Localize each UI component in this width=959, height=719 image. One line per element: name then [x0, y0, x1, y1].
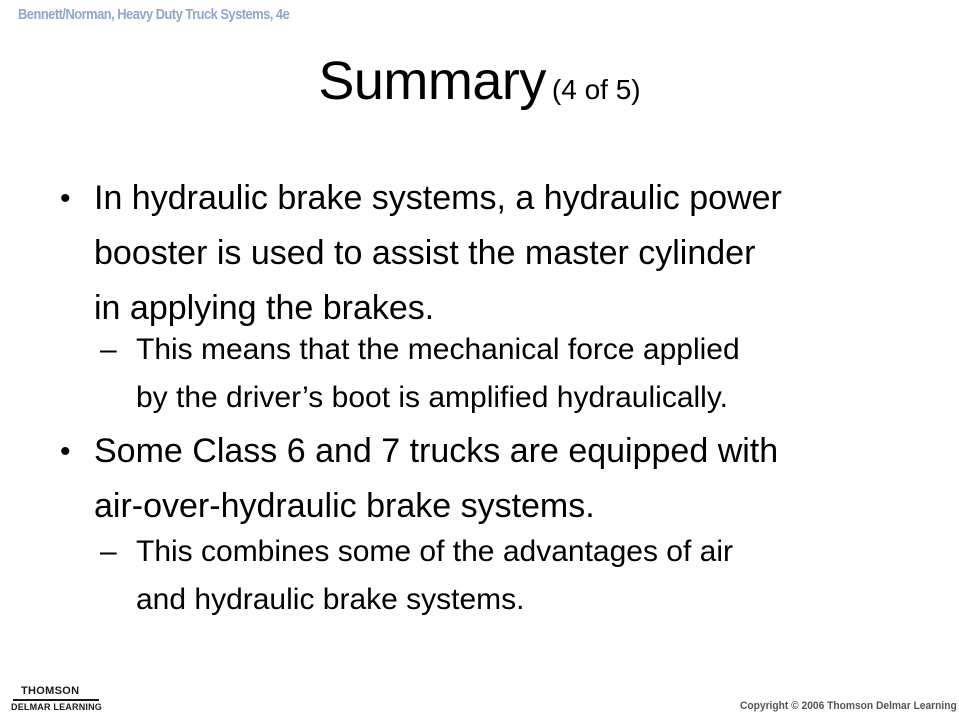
sub-bullet-text-line: This means that the mechanical force applied [136, 333, 740, 366]
bullet-text-line: in applying the brakes. [94, 289, 435, 327]
sub-bullet-marker: – [100, 535, 117, 568]
bullet-text-line: air-over-hydraulic brake systems. [94, 487, 595, 525]
bullet-text-line: booster is used to assist the master cylinder [94, 234, 756, 272]
copyright-notice: Copyright © 2006 Thomson Delmar Learning [740, 700, 957, 712]
sub-bullet-marker: – [100, 333, 117, 366]
publisher-logo-line1: THOMSON [21, 685, 80, 697]
publisher-logo-line2: DELMAR LEARNING [11, 702, 102, 712]
bullet-text-line: In hydraulic brake systems, a hydraulic power [94, 179, 782, 217]
slide-title-main: Summary [318, 51, 546, 111]
sub-bullet-text-line: and hydraulic brake systems. [136, 583, 525, 616]
sub-bullet-item [100, 326, 740, 422]
book-title: Bennett/Norman, Heavy Duty Truck Systems, 4e [18, 6, 290, 23]
slide-title [0, 50, 959, 112]
sub-bullet-text-line: This combines some of the advantages of air [136, 535, 733, 568]
sub-bullet-item [100, 528, 733, 624]
bullet-item [60, 171, 782, 336]
sub-bullet-text-line: by the driver’s boot is amplified hydraulically. [136, 381, 728, 414]
publisher-logo [9, 683, 101, 715]
bullet-marker: • [60, 182, 71, 215]
bullet-text-line: Some Class 6 and 7 trucks are equipped with [94, 432, 779, 470]
publisher-logo-rule [13, 699, 99, 701]
bullet-item [60, 424, 779, 534]
slide-title-sub: (4 of 5) [551, 74, 641, 105]
bullet-marker: • [60, 435, 71, 468]
